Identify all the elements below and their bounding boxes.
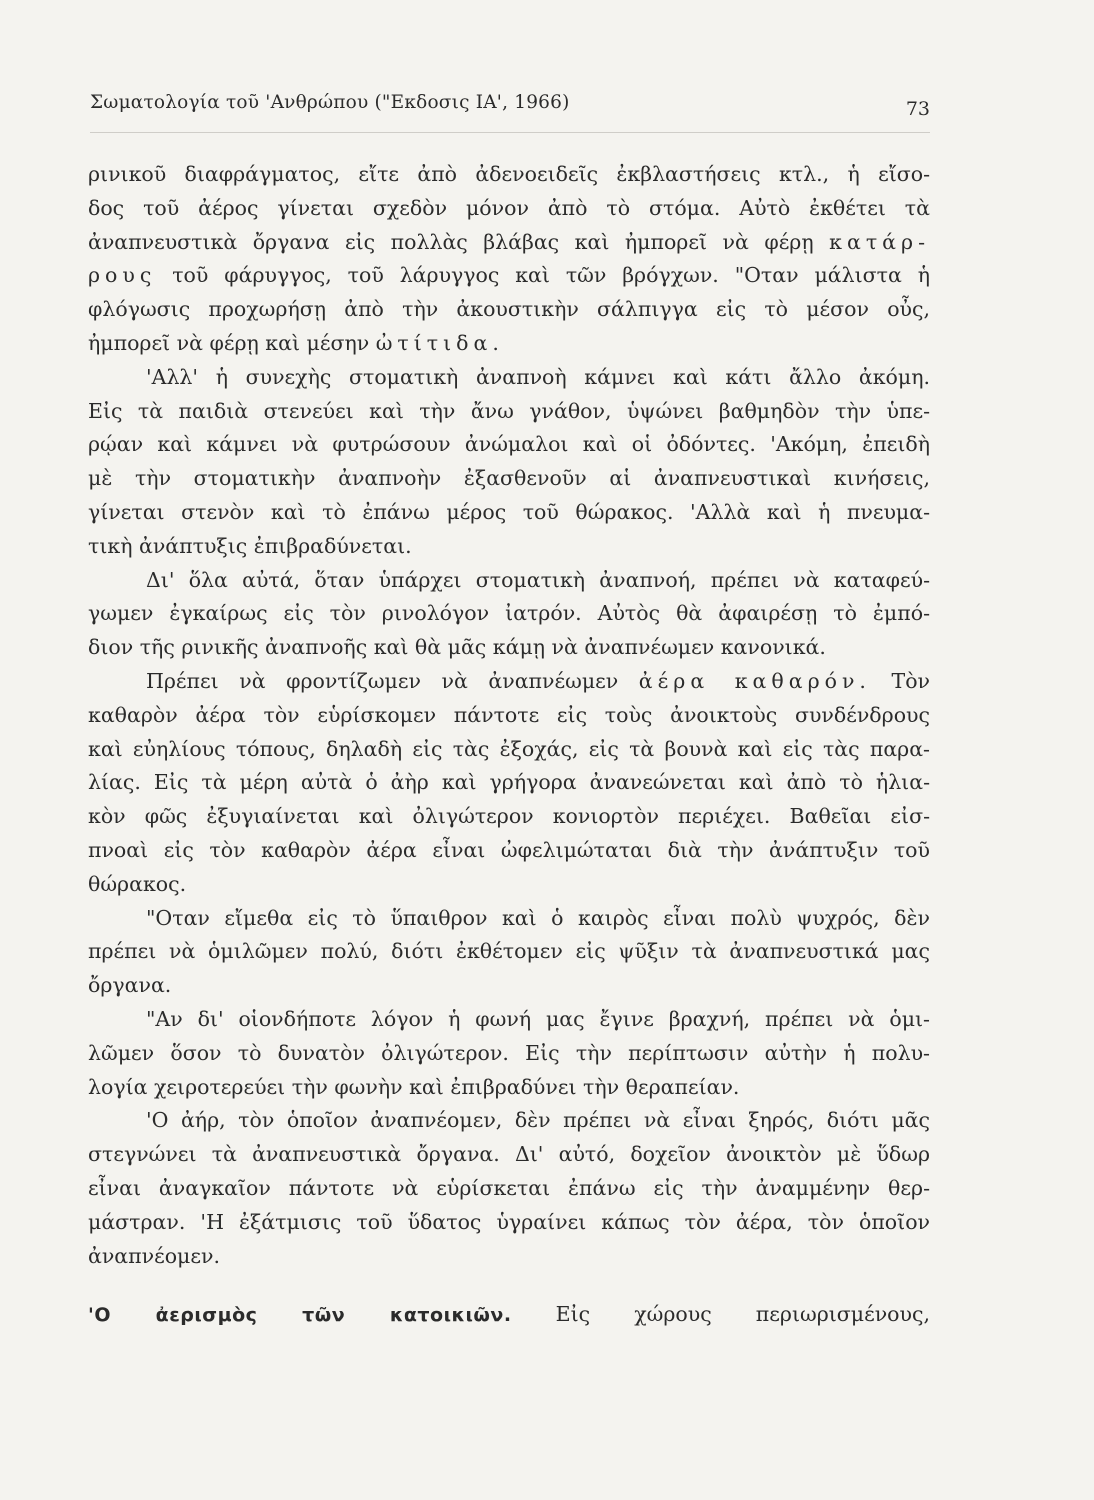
text-line — [88, 766, 930, 800]
text-segment: φλόγωσις προχωρήσῃ ἀπὸ τὴν ἀκουστικὴν σάλπιγγα εἰς τὸ μέσον οὖς, — [88, 297, 930, 322]
text-line — [88, 631, 930, 665]
text-line — [88, 699, 930, 733]
page-number: 73 — [905, 98, 930, 120]
text-line — [88, 428, 930, 462]
text-line — [88, 395, 930, 429]
text-segment: καθαρὸν ἀέρα τὸν εὑρίσκομεν πάντοτε εἰς τοὺς ἀνοικτοὺς συνδένδρους — [88, 702, 930, 727]
text-segment: ἀναπνευστικὰ ὄργανα εἰς πολλὰς βλάβας καὶ ἠμπορεῖ νὰ φέρῃ — [88, 229, 830, 254]
text-line — [88, 1071, 930, 1105]
text-segment: γωμεν ἐγκαίρως εἰς τὸν ρινολόγον ἰατρόν. Αὐτὸς θὰ ἀφαιρέσῃ τὸ ἐμπό- — [88, 601, 930, 626]
text-segment: τοῦ φάρυγγος, τοῦ λάρυγγος καὶ τῶν βρόγχων. "Οταν μάλιστα ἡ — [156, 263, 930, 288]
text-segment: εἶναι ἀναγκαῖον πάντοτε νὰ εὑρίσκεται ἐπάνω εἰς τὴν ἀναμμένην θερ- — [88, 1175, 930, 1200]
text-line — [88, 969, 930, 1003]
text-segment: Δι' ὅλα αὐτά, ὅταν ὑπάρχει στοματικὴ ἀναπνοή, πρέπει νὰ καταφεύ- — [146, 567, 930, 592]
body-text — [88, 158, 930, 1331]
paragraph — [88, 902, 930, 1003]
text-line — [88, 1003, 930, 1037]
text-segment: λίας. Εἰς τὰ μέρη αὐτὰ ὁ ἀὴρ καὶ γρήγορα ἀνανεώνεται καὶ ἀπὸ τὸ ἡλια- — [88, 770, 930, 795]
text-line — [88, 1172, 930, 1206]
text-segment: ρῴαν καὶ κάμνει νὰ φυτρώσουν ἀνώμαλοι καὶ οἱ ὀδόντες. 'Ακόμη, ἐπειδὴ — [88, 432, 930, 457]
text-segment: καὶ εὐηλίους τόπους, δηλαδὴ εἰς τὰς ἐξοχάς, εἰς τὰ βουνὰ καὶ εἰς τὰς παρα- — [88, 736, 930, 761]
text-line — [88, 1104, 930, 1138]
header-rule — [90, 132, 930, 133]
text-line — [88, 259, 930, 293]
text-line — [88, 597, 930, 631]
emphasized-text: ὠτίτιδα. — [375, 330, 504, 355]
section-heading — [88, 1297, 930, 1331]
text-segment: ρινικοῦ διαφράγματος, εἴτε ἀπὸ ἀδενοειδεῖς ἐκβλαστήσεις κτλ., ἡ εἴσο- — [88, 162, 930, 186]
text-segment: "Αν δι' οἱονδήποτε λόγον ἡ φωνή μας ἔγινε βραχνή, πρέπει νὰ ὁμι- — [146, 1006, 930, 1031]
text-line — [88, 192, 930, 226]
text-line — [88, 1037, 930, 1071]
text-segment: διον τῆς ρινικῆς ἀναπνοῆς καὶ θὰ μᾶς κάμῃ νὰ ἀναπνέωμεν κανονικά. — [88, 635, 826, 660]
paragraph — [88, 158, 930, 361]
text-segment: ὄργανα. — [88, 973, 172, 998]
paragraph — [88, 1003, 930, 1104]
text-line — [88, 935, 930, 969]
text-segment: πνοαὶ εἰς τὸν καθαρὸν ἀέρα εἶναι ὠφελιμώταται διὰ τὴν ἀνάπτυξιν τοῦ — [88, 837, 930, 862]
text-line — [88, 733, 930, 767]
text-line — [88, 226, 930, 260]
text-line — [88, 902, 930, 936]
text-segment: λῶμεν ὅσον τὸ δυνατὸν ὀλιγώτερον. Εἰς τὴν περίπτωσιν αὐτὴν ἡ πολυ- — [88, 1040, 930, 1065]
text-line — [88, 1138, 930, 1172]
section-heading-continuation: Εἰς χώρους περιωρισμένους, — [511, 1302, 930, 1327]
text-segment: μὲ τὴν στοματικὴν ἀναπνοὴν ἐξασθενοῦν αἱ ἀναπνευστικαὶ κινήσεις, — [88, 466, 930, 491]
text-segment: δος τοῦ ἀέρος γίνεται σχεδὸν μόνον ἀπὸ τὸ στόμα. Αὐτὸ ἐκθέτει τὰ — [88, 195, 930, 220]
paragraph — [88, 361, 930, 564]
text-line — [88, 1240, 930, 1274]
paragraph — [88, 1104, 930, 1273]
page-header — [90, 92, 930, 126]
emphasized-text: κατάρ- — [829, 229, 930, 254]
text-line — [88, 496, 930, 530]
paragraph — [88, 665, 930, 902]
text-line — [88, 462, 930, 496]
text-line — [88, 564, 930, 598]
text-segment: Εἰς τὰ παιδιὰ στενεύει καὶ τὴν ἄνω γνάθον, ὑψώνει βαθμηδὸν τὴν ὑπε- — [88, 398, 930, 423]
text-segment: ἀναπνέομεν. — [88, 1243, 220, 1268]
text-segment: 'Ο ἀήρ, τὸν ὁποῖον ἀναπνέομεν, δὲν πρέπει νὰ εἶναι ξηρός, διότι μᾶς — [146, 1108, 930, 1133]
text-line — [88, 361, 930, 395]
text-line — [88, 834, 930, 868]
text-segment: θώρακος. — [88, 871, 187, 896]
text-line — [88, 868, 930, 902]
text-line — [88, 158, 930, 192]
text-line — [88, 327, 930, 361]
text-segment: ἠμπορεῖ νὰ φέρῃ καὶ μέσην — [88, 330, 376, 355]
text-segment: κὸν φῶς ἐξυγιαίνεται καὶ ὀλιγώτερον κονιορτὸν περιέχει. Βαθεῖαι εἰσ- — [88, 804, 930, 829]
text-line — [88, 530, 930, 564]
text-line — [88, 1206, 930, 1240]
text-segment: λογία χειροτερεύει τὴν φωνὴν καὶ ἐπιβραδύνει τὴν θεραπείαν. — [88, 1074, 740, 1099]
text-segment: γίνεται στενὸν καὶ τὸ ἐπάνω μέρος τοῦ θώρακος. 'Αλλὰ καὶ ἡ πνευμα- — [88, 499, 930, 524]
text-segment: στεγνώνει τὰ ἀναπνευστικὰ ὄργανα. Δι' αὐτό, δοχεῖον ἀνοικτὸν μὲ ὕδωρ — [88, 1142, 930, 1167]
text-line — [88, 800, 930, 834]
text-segment: μάστραν. 'Η ἐξάτμισις τοῦ ὕδατος ὑγραίνει κάπως τὸν ἀέρα, τὸν ὁποῖον — [88, 1209, 930, 1234]
section-heading-term: 'Ο ἀερισμὸς τῶν κατοικιῶν. — [88, 1304, 512, 1327]
text-segment: Τὸν — [870, 668, 931, 693]
emphasized-text: ἀέρα καθαρόν. — [638, 668, 871, 693]
emphasized-text: ρους — [88, 263, 157, 288]
text-segment: τικὴ ἀνάπτυξις ἐπιβραδύνεται. — [88, 533, 412, 558]
text-segment: πρέπει νὰ ὁμιλῶμεν πολύ, διότι ἐκθέτομεν εἰς ψῦξιν τὰ ἀναπνευστικά μας — [88, 939, 930, 964]
paragraph — [88, 564, 930, 665]
text-segment: "Οταν εἴμεθα εἰς τὸ ὕπαιθρον καὶ ὁ καιρὸς εἶναι πολὺ ψυχρός, δὲν — [146, 905, 930, 930]
text-line — [88, 665, 930, 699]
text-line — [88, 293, 930, 327]
text-segment: Πρέπει νὰ φροντίζωμεν νὰ ἀναπνέωμεν — [146, 668, 639, 693]
text-segment: 'Αλλ' ἡ συνεχὴς στοματικὴ ἀναπνοὴ κάμνει καὶ κάτι ἄλλο ἀκόμη. — [146, 364, 930, 389]
running-title: Σωματολογία τοῦ 'Ανθρώπου ("Εκδοσις ΙΑ', 1966) — [90, 92, 570, 113]
